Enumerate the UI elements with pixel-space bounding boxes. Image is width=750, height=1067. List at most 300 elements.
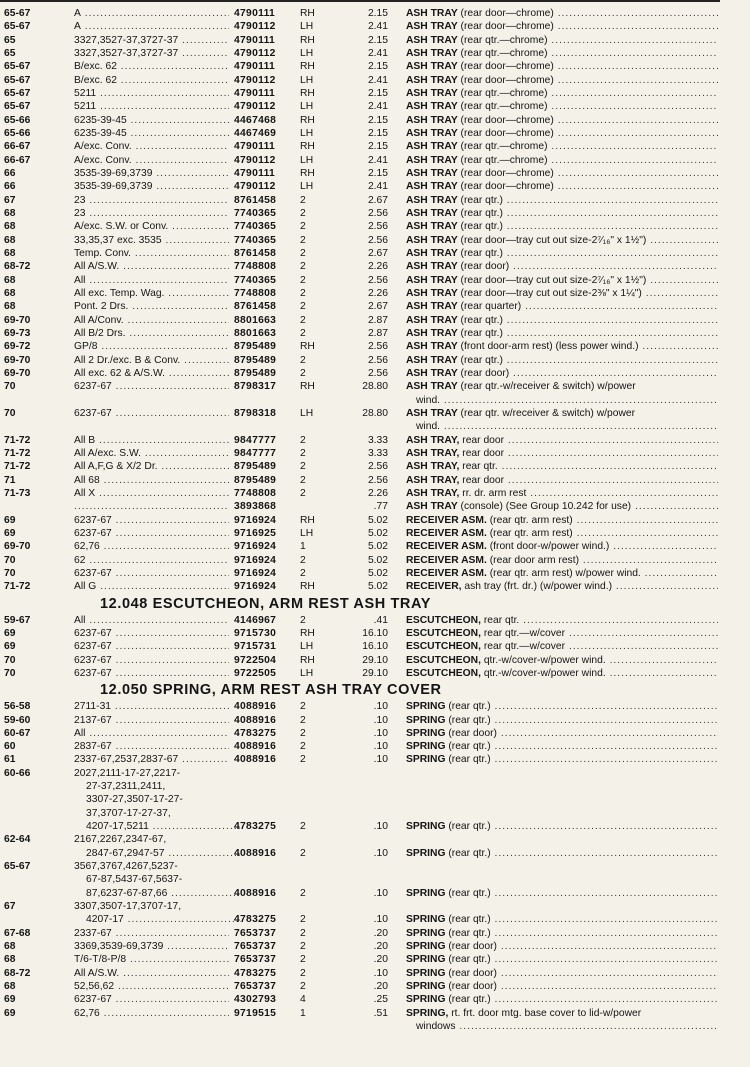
description [406,740,718,753]
description [406,127,718,140]
part-detail: (rear door—chrome) [457,127,554,139]
part-name: SPRING [406,967,446,979]
quantity: 2 [300,741,306,753]
description [406,700,718,713]
model-list: 52,56,62 ..... [74,980,229,993]
part-name: SPRING [406,847,446,859]
model-list: All ..... [74,614,229,627]
price: 2.87 [367,327,388,339]
part-name: ASH TRAY, [406,461,460,473]
part-number: 4790112 [234,74,276,86]
quantity: RH [300,87,315,99]
description [406,140,718,153]
quantity: 2 [300,434,306,446]
part-name: ASH TRAY [406,287,458,299]
part-detail: (rear qtr.) [457,207,503,219]
price: .10 [373,914,388,926]
part-number: 4783275 [234,821,277,833]
quantity: 2 [300,927,306,939]
model-year: 70 [4,381,16,393]
quantity: LH [300,74,314,86]
part-name: ASH TRAY [406,127,458,139]
description-cont: wind. ..... [416,420,718,433]
description [406,114,718,127]
quantity: RH [300,8,315,19]
model-year: 68 [4,941,16,953]
part-detail: (rear qtr.-w/receiver & switch) w/power [457,381,636,393]
model-year: 67 [4,901,16,913]
part-detail: rear qtr.—w/cover [480,627,566,639]
part-detail: (rear qtr.) [445,927,491,939]
model-list: 6237-67 ..... [74,640,229,653]
description [406,167,718,180]
model-year: 69-70 [4,541,31,553]
part-number: 4790112 [234,47,276,59]
part-number: 9716924 [234,514,277,526]
part-detail: (rear qtr.) [445,847,491,859]
model-year: 65-67 [4,61,31,73]
model-list: A ..... [74,20,229,33]
model-list: All 2 Dr./exc. B & Conv. ..... [74,354,229,367]
part-name: RECEIVER ASM. [406,514,487,526]
model-list: All A/S.W. ..... [74,967,229,980]
price: 28.80 [362,381,388,393]
part-detail: (rear door) [445,967,497,979]
part-name: ASH TRAY [406,21,458,33]
model-list: 3327,3527-37,3727-37 ..... [74,47,229,60]
price: 2.41 [367,101,388,113]
part-detail: (rear qtr.) [445,994,491,1006]
price: .20 [373,927,388,939]
part-detail: rt. frt. door mtg. base cover to lid-w/power [448,1007,642,1019]
part-name: ASH TRAY [406,8,458,19]
price: 2.67 [367,301,388,313]
part-detail: (rear qtr.—chrome) [457,154,548,166]
description-cont: wind. ..... [416,394,718,407]
part-name: ASH TRAY [406,194,458,206]
model-list-cont: 4207-17 ..... [86,913,241,926]
model-list: 5211 ..... [74,100,229,113]
quantity: 2 [300,287,306,299]
price: .10 [373,821,388,833]
quantity: RH [300,341,315,353]
description [406,487,718,500]
description [406,327,718,340]
part-name: SPRING [406,741,446,753]
part-name: ASH TRAY [406,341,458,353]
top-rule [0,0,720,2]
description [406,540,718,553]
description [406,314,718,327]
model-list: A ..... [74,7,229,20]
part-detail: rear qtr. [480,614,520,626]
part-number: 4790111 [234,141,276,153]
price: 29.10 [362,667,388,679]
model-year: 65-67 [4,74,31,86]
model-year: 71-72 [4,581,31,593]
part-detail: (rear qtr. arm rest) [486,514,573,526]
part-detail: (rear qtr.) [445,914,491,926]
part-number: 7740365 [234,234,277,246]
quantity: RH [300,114,315,126]
description [406,474,718,487]
model-year: 68 [4,207,16,219]
part-detail: (rear qtr.) [445,714,491,726]
part-number: 4088916 [234,887,277,899]
description [406,34,718,47]
model-list: 2167,2267,2347-67, [74,834,167,846]
part-detail: (rear door—chrome) [457,61,554,73]
model-list: 6237-67 ..... [74,380,229,393]
quantity: 2 [300,274,306,286]
part-detail: (console) (See Group 10.242 for use) [457,501,632,513]
description [406,500,718,513]
quantity: RH [300,514,315,526]
model-list-cont: 3307-27,3507-17-27- [86,794,183,806]
price: 2.56 [367,461,388,473]
price: 2.56 [367,207,388,219]
part-detail: (rear qtr.—chrome) [457,101,548,113]
part-name: ESCUTCHEON, [406,627,481,639]
part-number: 8798317 [234,381,277,393]
part-name: SPRING [406,887,446,899]
part-number: 9716924 [234,554,277,566]
description [406,47,718,60]
part-name: SPRING [406,701,446,713]
part-name: SPRING [406,954,446,966]
description [406,967,718,980]
part-number: 9722504 [234,654,277,666]
description [406,234,718,247]
price: 2.87 [367,314,388,326]
price: 2.26 [367,261,388,273]
part-name: SPRING [406,727,446,739]
price: 5.02 [367,554,388,566]
price: 28.80 [362,407,388,419]
description [406,727,718,740]
part-number: 7740365 [234,274,277,286]
part-detail: (front door-w/power wind.) [486,541,610,553]
part-number: 4088916 [234,754,277,766]
part-number: 8761458 [234,194,277,206]
model-year: 61 [4,754,16,766]
price: .10 [373,714,388,726]
quantity: 2 [300,447,306,459]
part-detail: (rear qtr.) [445,954,491,966]
quantity: LH [300,154,314,166]
description [406,154,718,167]
part-detail: (rear door—chrome) [457,8,554,19]
price: .20 [373,941,388,953]
description [406,820,718,833]
model-list: 6237-67 ..... [74,993,229,1006]
model-list: 2837-67 ..... [74,740,229,753]
part-number: 7740365 [234,221,277,233]
model-year: 69-70 [4,314,31,326]
part-name: SPRING [406,914,446,926]
part-number: 4790112 [234,101,276,113]
price: 2.56 [367,221,388,233]
model-year: 68 [4,247,16,259]
model-year: 68 [4,221,16,233]
price: .77 [373,501,388,513]
part-detail: (rear door—chrome) [457,21,554,33]
part-number: 9716924 [234,567,277,579]
model-list: All 68 ..... [74,474,229,487]
price: .20 [373,981,388,993]
part-number: 4790112 [234,154,276,166]
description [406,714,718,727]
quantity: 2 [300,194,306,206]
model-list-cont: 27-37,2311,2411, [86,781,166,793]
description [406,340,718,353]
description [406,460,718,473]
price: 2.15 [367,127,388,139]
part-number: 4790111 [234,8,276,19]
part-name: ASH TRAY [406,181,458,193]
part-detail: ash tray (frt. dr.) (w/power wind.) [461,581,613,593]
description [406,753,718,766]
quantity: 2 [300,314,306,326]
part-number: 9716924 [234,541,277,553]
model-list: 2337-67,2537,2837-67 ..... [74,753,229,766]
part-name: ASH TRAY [406,61,458,73]
model-list: 6237-67 ..... [74,654,229,667]
part-name: SPRING, [406,1007,449,1019]
description [406,380,718,393]
description [406,913,718,926]
part-number: 4467469 [234,127,277,139]
model-year: 71-72 [4,434,31,446]
price: 29.10 [362,654,388,666]
price: 2.41 [367,21,388,33]
model-year: 69-70 [4,367,31,379]
quantity: 2 [300,261,306,273]
part-detail: (rear door—chrome) [457,167,554,179]
part-detail: (rear qtr.) [457,247,503,259]
description [406,60,718,73]
price: 2.56 [367,234,388,246]
model-year: 69 [4,1007,16,1019]
part-number: 7653737 [234,981,277,993]
description [406,20,718,33]
description [406,927,718,940]
part-detail: (rear door—chrome) [457,114,554,126]
model-year: 68 [4,234,16,246]
quantity: LH [300,127,314,139]
part-name: ASH TRAY [406,234,458,246]
part-number: 8761458 [234,247,277,259]
part-name: ASH TRAY [406,367,458,379]
model-year: 60-66 [4,767,31,779]
quantity: 1 [300,1007,306,1019]
part-name: ASH TRAY [406,154,458,166]
model-year: 70 [4,554,16,566]
price: 2.56 [367,341,388,353]
part-name: SPRING [406,941,446,953]
quantity: LH [300,101,314,113]
part-number: 4302793 [234,994,277,1006]
model-list: 6237-67 ..... [74,407,229,420]
part-number: 9847777 [234,447,277,459]
model-list: All B/2 Drs. ..... [74,327,229,340]
price: 5.02 [367,514,388,526]
quantity: RH [300,654,315,666]
part-number: 4088916 [234,714,277,726]
model-year: 65-67 [4,8,31,19]
model-year: 69 [4,514,16,526]
price: 2.41 [367,181,388,193]
model-year: 65-67 [4,101,31,113]
model-list: 6237-67 ..... [74,527,229,540]
part-number: 4783275 [234,967,277,979]
quantity: RH [300,167,315,179]
model-year: 59-67 [4,614,31,626]
model-year: 65-67 [4,861,31,873]
model-list-cont: 67-87,5437-67,5637- [86,874,183,886]
model-list: B/exc. 62 ..... [74,74,229,87]
part-detail: (rear door) [457,367,510,379]
part-name: ESCUTCHEON, [406,654,481,666]
part-detail: qtr.-w/cover-w/power wind. [480,654,606,666]
part-detail: (rear qtr.) [445,741,491,753]
price: 2.15 [367,34,388,46]
model-list: 2137-67 ..... [74,714,229,727]
price: 5.02 [367,567,388,579]
description [406,627,718,640]
part-name: SPRING [406,754,446,766]
part-name: ASH TRAY [406,207,458,219]
price: 2.56 [367,474,388,486]
part-number: 9715731 [234,641,277,653]
quantity: 2 [300,234,306,246]
model-list: Temp. Conv. ..... [74,247,229,260]
model-year: 65-66 [4,127,31,139]
part-detail: (rear qtr.—chrome) [457,87,548,99]
part-detail: (rear qtr. arm rest) w/power wind. [486,567,641,579]
part-detail: (rear door) [445,941,497,953]
part-number: 7748808 [234,261,277,273]
price: .10 [373,754,388,766]
part-number: 4146967 [234,614,277,626]
model-list-cont: 87,6237-67-87,66 ..... [86,887,241,900]
description [406,514,718,527]
model-year: 70 [4,654,16,666]
quantity: 2 [300,821,306,833]
part-number: 9715730 [234,627,277,639]
description [406,260,718,273]
model-list: 33,35,37 exc. 3535 ..... [74,234,229,247]
model-year: 66 [4,181,16,193]
model-list: 3327,3527-37,3727-37 ..... [74,34,229,47]
price: .41 [373,614,388,626]
quantity: 2 [300,701,306,713]
price: 2.15 [367,8,388,19]
model-year: 60 [4,741,16,753]
description [406,667,718,680]
part-name: ASH TRAY [406,74,458,86]
model-year: 65-66 [4,114,31,126]
model-list: 2337-67 ..... [74,927,229,940]
part-number: 4790111 [234,34,276,46]
price: 16.10 [362,627,388,639]
model-year: 71-72 [4,461,31,473]
part-detail: (rear qtr.) [457,194,503,206]
quantity: RH [300,581,315,593]
part-number: 4790111 [234,167,276,179]
part-number: 4783275 [234,727,277,739]
price: 2.15 [367,87,388,99]
quantity: 2 [300,567,306,579]
part-detail: (rear qtr.) [457,314,503,326]
part-detail: (rear door—chrome) [457,181,554,193]
model-list: 6237-67 ..... [74,667,229,680]
quantity: 2 [300,714,306,726]
part-number: 9722505 [234,667,277,679]
part-number: 8795489 [234,354,277,366]
quantity: LH [300,527,314,539]
part-name: SPRING [406,927,446,939]
part-number: 4088916 [234,741,277,753]
part-detail: (rear qtr.) [445,754,491,766]
model-list: 3535-39-69,3739 ..... [74,167,229,180]
part-name: ASH TRAY [406,167,458,179]
model-year: 68 [4,981,16,993]
part-detail: rear door [459,447,505,459]
description [406,614,718,627]
part-detail: (front door-arm rest) (less power wind.) [457,341,639,353]
model-list: B/exc. 62 ..... [74,60,229,73]
part-detail: (rear door arm rest) [486,554,579,566]
part-name: RECEIVER ASM. [406,554,487,566]
quantity: 2 [300,247,306,259]
quantity: 2 [300,981,306,993]
quantity: 2 [300,887,306,899]
description [406,287,718,300]
part-detail: (rear door) [457,261,510,273]
model-list: 23 ..... [74,207,229,220]
part-number: 7740365 [234,207,277,219]
model-list: All X ..... [74,487,229,500]
model-list: 3307,3507-17,3707-17, [74,901,182,913]
part-number: 4790111 [234,87,276,99]
part-number: 9847777 [234,434,277,446]
model-list: A/exc. S.W. or Conv. ..... [74,220,229,233]
model-year: 59-60 [4,714,31,726]
model-year: 69 [4,627,16,639]
model-year: 68-72 [4,967,31,979]
quantity: 2 [300,207,306,219]
quantity: 2 [300,221,306,233]
price: 3.33 [367,434,388,446]
description [406,367,718,380]
description [406,354,718,367]
part-detail: (rear door) [445,727,497,739]
part-detail: rr. dr. arm rest [459,487,527,499]
quantity: 2 [300,847,306,859]
part-name: ESCUTCHEON, [406,641,481,653]
quantity: 2 [300,354,306,366]
model-list: Pont. 2 Drs. ..... [74,300,229,313]
part-detail: (rear door—chrome) [457,74,554,86]
model-year: 70 [4,407,16,419]
model-year: 65-67 [4,87,31,99]
model-list: All B ..... [74,434,229,447]
model-list: 3369,3539-69,3739 ..... [74,940,229,953]
part-detail: (rear qtr. arm rest) [486,527,573,539]
model-list: 62,76 ..... [74,1007,229,1020]
part-name: ASH TRAY [406,381,458,393]
